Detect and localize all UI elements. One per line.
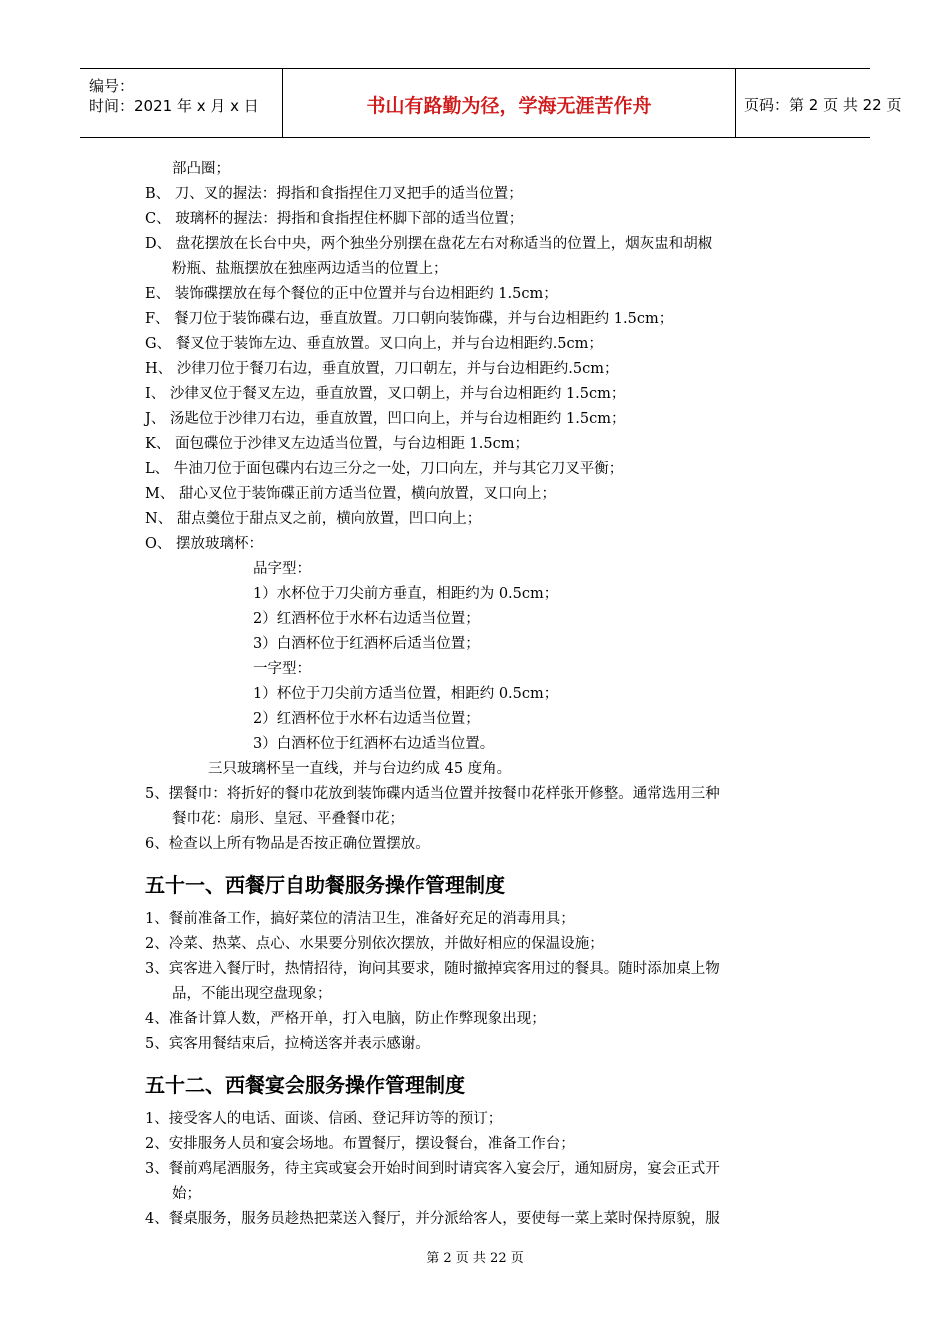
code-label: 编号： [89, 77, 135, 95]
text-line: 6、检查以上所有物品是否按正确位置摆放。 [145, 836, 430, 852]
header-page-cell [736, 69, 902, 137]
header-meta-cell [80, 69, 283, 137]
text-line: 2）红酒杯位于水杯右边适当位置； [253, 611, 480, 627]
text-line: 3）白酒杯位于红酒杯后适当位置； [253, 636, 480, 652]
text-line: C、 玻璃杯的握法：拇指和食指捏住杯脚下部的适当位置； [145, 211, 524, 227]
text-line: 3、宾客进入餐厅时，热情招待，询问其要求，随时撤掉宾客用过的餐具。随时添加桌上物 [145, 961, 720, 977]
text-line: 1、餐前准备工作，搞好菜位的清洁卫生，准备好充足的消毒用具； [145, 911, 575, 927]
date-label: 时间：2021 年 x 月 x 日 [89, 97, 259, 115]
section-heading-52: 五十二、西餐宴会服务操作管理制度 [145, 1073, 465, 1097]
text-line: 3）白酒杯位于红酒杯右边适当位置。 [253, 736, 495, 752]
text-line: 2、冷菜、热菜、点心、水果要分别依次摆放，并做好相应的保温设施； [145, 936, 604, 952]
text-line: 一字型： [253, 661, 311, 677]
text-line: 1）杯位于刀尖前方适当位置，相距约 0.5cm； [253, 686, 559, 702]
text-line: H、 沙律刀位于餐刀右边，垂直放置，刀口朝左，并与台边相距约.5cm； [145, 361, 619, 377]
text-line: F、 餐刀位于装饰碟右边，垂直放置。刀口朝向装饰碟，并与台边相距约 1.5cm； [145, 311, 674, 327]
text-line: B、 刀、叉的握法：拇指和食指捏住刀叉把手的适当位置； [145, 186, 523, 202]
text-line: 1）水杯位于刀尖前方垂直，相距约为 0.5cm； [253, 586, 559, 602]
text-line: J、 汤匙位于沙律刀右边，垂直放置，凹口向上，并与台边相距约 1.5cm； [145, 411, 626, 427]
text-line: 5、宾客用餐结束后，拉椅送客并表示感谢。 [145, 1036, 430, 1052]
text-line: 4、餐桌服务，服务员趁热把菜送入餐厅，并分派给客人，要使每一菜上菜时保持原貌，服 [145, 1211, 720, 1227]
text-line: 粉瓶、盐瓶摆放在独座两边适当的位置上； [172, 261, 448, 277]
text-line: 品，不能出现空盘现象； [172, 986, 332, 1002]
page-info: 页码：第 2 页 共 22 页 [744, 96, 902, 114]
text-line: G、 餐叉位于装饰左边、垂直放置。叉口向上，并与台边相距约.5cm； [145, 336, 603, 352]
motto: 书山有路勤为径，学海无涯苦作舟 [366, 95, 652, 117]
text-line: 三只玻璃杯呈一直线，并与台边约成 45 度角。 [208, 761, 512, 777]
text-line: 始； [172, 1186, 201, 1202]
text-line: 3、餐前鸡尾酒服务，待主宾或宴会开始时间到时请宾客入宴会厅，通知厨房，宴会正式开 [145, 1161, 720, 1177]
text-line: 2、安排服务人员和宴会场地。布置餐厅，摆设餐台，准备工作台； [145, 1136, 575, 1152]
text-line: 4、准备计算人数，严格开单，打入电脑，防止作弊现象出现； [145, 1011, 546, 1027]
page-footer: 第 2 页 共 22 页 [426, 1251, 524, 1266]
text-line: 1、接受客人的电话、面谈、信函、登记拜访等的预订； [145, 1111, 503, 1127]
text-line: N、 甜点羹位于甜点叉之前，横向放置，凹口向上； [145, 511, 482, 527]
text-line: M、 甜心叉位于装饰碟正前方适当位置，横向放置，叉口向上； [145, 486, 556, 502]
text-line: E、 装饰碟摆放在每个餐位的正中位置并与台边相距约 1.5cm； [145, 286, 558, 302]
text-line: D、 盘花摆放在长台中央，两个独坐分别摆在盘花左右对称适当的位置上，烟灰盅和胡椒 [145, 236, 713, 252]
text-line: I、 沙律叉位于餐叉左边，垂直放置，叉口朝上，并与台边相距约 1.5cm； [145, 386, 626, 402]
text-line: K、 面包碟位于沙律叉左边适当位置，与台边相距 1.5cm； [145, 436, 529, 452]
page-header [80, 68, 902, 138]
text-line: 2）红酒杯位于水杯右边适当位置； [253, 711, 480, 727]
text-line: O、 摆放玻璃杯： [145, 536, 263, 552]
text-line: 5、摆餐巾：将折好的餐巾花放到装饰碟内适当位置并按餐巾花样张开修整。通常选用三种 [145, 786, 720, 802]
header-motto-cell [283, 69, 736, 137]
text-line: 部凸圈； [172, 161, 230, 177]
text-line: 餐巾花：扇形、皇冠、平叠餐巾花； [172, 811, 404, 827]
text-line: 品字型： [253, 561, 311, 577]
section-heading-51: 五十一、西餐厅自助餐服务操作管理制度 [145, 873, 505, 897]
text-line: L、 牛油刀位于面包碟内右边三分之一处，刀口向左，并与其它刀叉平衡； [145, 461, 624, 477]
